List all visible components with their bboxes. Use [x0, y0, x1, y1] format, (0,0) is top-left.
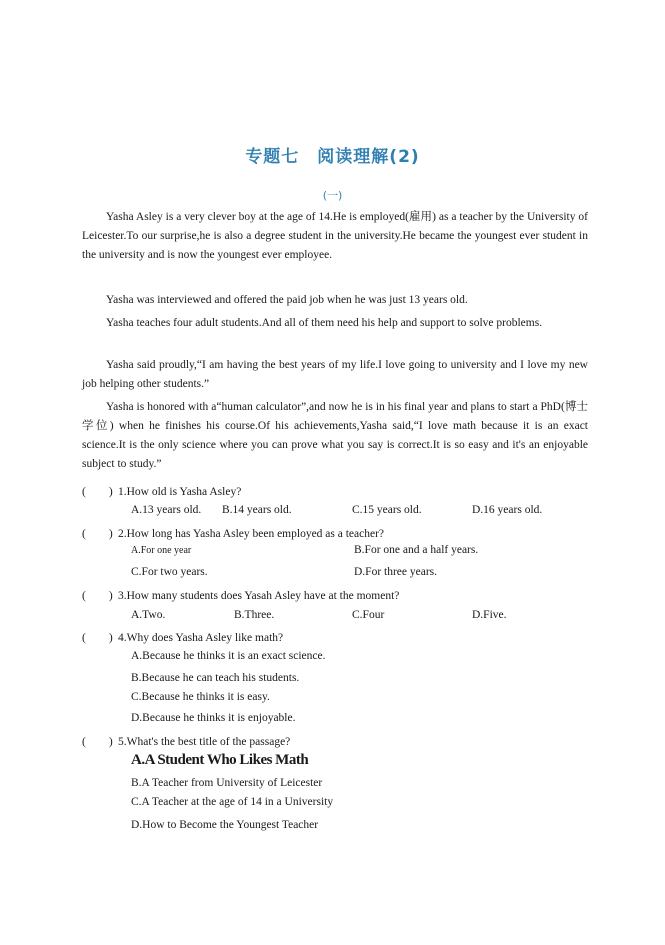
section-label: (一) [322, 189, 343, 202]
answer-blank[interactable]: ( ) [82, 528, 113, 540]
question-5 [82, 733, 588, 749]
answer-blank[interactable]: ( ) [82, 486, 113, 498]
question-4 [82, 629, 588, 645]
question-1 [82, 483, 588, 499]
option-3c[interactable]: C.Four [352, 609, 385, 621]
option-4d[interactable]: D.Because he thinks it is enjoyable. [131, 712, 296, 724]
question-stem: 4.Why does Yasha Asley like math? [118, 632, 284, 644]
option-1d[interactable]: D.16 years old. [472, 504, 543, 516]
option-3d[interactable]: D.Five. [472, 609, 507, 621]
passage-paragraph-2: Yasha was interviewed and offered the paid job when he was just 13 years old. [106, 294, 468, 306]
option-5b[interactable]: B.A Teacher from University of Leicester [131, 777, 323, 789]
option-1b[interactable]: B.14 years old. [222, 504, 292, 516]
option-2c[interactable]: C.For two years. [131, 566, 208, 578]
option-2a[interactable]: A.For one year [131, 545, 192, 556]
option-4c[interactable]: C.Because he thinks it is easy. [131, 691, 270, 703]
option-4a[interactable]: A.Because he thinks it is an exact science. [131, 650, 326, 662]
question-stem: 3.How many students does Yasah Asley have at the moment? [118, 590, 400, 602]
passage-paragraph-1: Yasha Asley is a very clever boy at the age of 14.He is employed(雇用) as a teacher by the University of Leicester.To our surprise,he is also a degree student in the university.He became the youngest ever student in the university and is now the youngest ever employee. [82, 211, 588, 261]
option-2b[interactable]: B.For one and a half years. [354, 544, 479, 556]
question-stem: 1.How old is Yasha Asley? [118, 486, 242, 498]
passage-paragraph-3: Yasha teaches four adult students.And all of them need his help and support to solve problems. [106, 317, 543, 329]
answer-blank[interactable]: ( ) [82, 736, 113, 748]
option-5d[interactable]: D.How to Become the Youngest Teacher [131, 819, 319, 831]
question-2 [82, 525, 588, 541]
option-4b[interactable]: B.Because he can teach his students. [131, 672, 300, 684]
answer-blank[interactable]: ( ) [82, 590, 113, 602]
answer-blank[interactable]: ( ) [82, 632, 113, 644]
question-stem: 5.What's the best title of the passage? [118, 736, 291, 748]
option-1c[interactable]: C.15 years old. [352, 504, 422, 516]
option-3a[interactable]: A.Two. [131, 609, 166, 621]
passage-paragraph-4: Yasha said proudly,“I am having the best years of my life.I love going to university and I love my new job helping other students.” [82, 359, 588, 390]
question-stem: 2.How long has Yasha Asley been employed as a teacher? [118, 528, 385, 540]
question-3 [82, 587, 588, 603]
option-3b[interactable]: B.Three. [234, 609, 275, 621]
option-5c[interactable]: C.A Teacher at the age of 14 in a University [131, 796, 334, 808]
passage-paragraph-5: Yasha is honored with a“human calculator”,and now he is in his final year and plans to start a PhD(博士学位) when he finishes his course.Of his achievements,Yasha said,“I love math because it is an exact science.It is the only science where you can prove what you say is correct.It is so easy and it's an enjoyable subject to study.” [82, 401, 588, 470]
option-1a[interactable]: A.13 years old. [131, 504, 202, 516]
option-5a[interactable]: A.A Student Who Likes Math [131, 752, 309, 768]
page-title: 专题七 阅读理解(2) [245, 147, 420, 167]
option-2d[interactable]: D.For three years. [354, 566, 438, 578]
